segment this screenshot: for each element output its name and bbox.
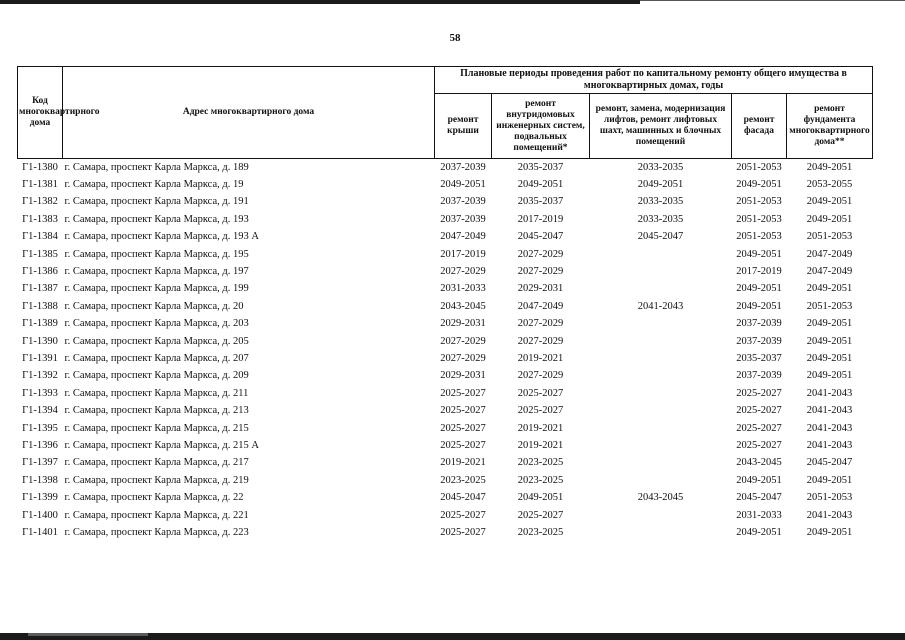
house-address: г. Самара, проспект Карла Маркса, д. 203 (64, 318, 249, 330)
table-row (18, 368, 873, 385)
table-row (18, 437, 873, 454)
table-row (18, 159, 873, 177)
table-row (18, 298, 873, 315)
roof-period: 2031-2033 (440, 283, 486, 295)
systems-period: 2047-2049 (517, 300, 564, 312)
facade-period: 2035-2037 (736, 352, 782, 364)
scan-edge-top (0, 0, 640, 4)
facade-period: 2049-2051 (736, 248, 782, 260)
house-address: г. Самара, проспект Карла Маркса, д. 22 (64, 492, 244, 504)
elevator-period (590, 350, 732, 367)
roof-period: 2017-2019 (440, 248, 486, 260)
elevator-period: 2041-2043 (637, 300, 684, 312)
facade-period: 2017-2019 (736, 266, 782, 278)
foundation-period: 2041-2043 (806, 439, 853, 451)
house-address: г. Самара, проспект Карла Маркса, д. 189 (64, 161, 249, 173)
foundation-period: 2041-2043 (806, 387, 853, 399)
facade-period: 2037-2039 (736, 318, 782, 330)
house-code: Г1-1388 (22, 300, 58, 312)
systems-period: 2029-2031 (517, 283, 564, 295)
roof-period: 2025-2027 (440, 422, 486, 434)
table-row (18, 350, 873, 367)
house-address: г. Самара, проспект Карла Маркса, д. 191 (64, 196, 249, 208)
systems-period: 2027-2029 (517, 318, 564, 330)
facade-period: 2051-2053 (736, 196, 782, 208)
foundation-period: 2051-2053 (806, 300, 853, 312)
table-row (18, 211, 873, 228)
house-address: г. Самара, проспект Карла Маркса, д. 20 (64, 300, 244, 312)
facade-period: 2025-2027 (736, 387, 782, 399)
house-code: Г1-1399 (22, 492, 58, 504)
systems-period: 2035-2037 (517, 196, 564, 208)
house-code: Г1-1392 (22, 370, 58, 382)
systems-period: 2049-2051 (517, 492, 564, 504)
foundation-period: 2049-2051 (806, 318, 853, 330)
header-systems: ремонт внутридомовых инженерных систем, подвальных помещений* (492, 94, 590, 159)
roof-period: 2025-2027 (440, 439, 486, 451)
house-code: Г1-1386 (22, 266, 58, 278)
facade-period: 2051-2053 (736, 213, 782, 225)
elevator-period: 2033-2035 (637, 196, 684, 208)
page-number: 58 (449, 32, 461, 44)
house-code: Г1-1385 (22, 248, 58, 260)
foundation-period: 2049-2051 (806, 474, 853, 486)
foundation-period: 2049-2051 (806, 161, 853, 173)
elevator-period (590, 472, 732, 489)
header-row-group (18, 67, 873, 94)
facade-period: 2025-2027 (736, 439, 782, 451)
table-row (18, 176, 873, 193)
elevator-period (590, 420, 732, 437)
systems-period: 2025-2027 (517, 509, 564, 521)
elevator-period (590, 455, 732, 472)
table-row (18, 194, 873, 211)
roof-period: 2029-2031 (440, 318, 486, 330)
elevator-period (590, 507, 732, 524)
systems-period: 2023-2025 (517, 457, 564, 469)
table-row (18, 263, 873, 280)
facade-period: 2049-2051 (736, 179, 782, 191)
table-row (18, 420, 873, 437)
foundation-period: 2045-2047 (806, 457, 853, 469)
elevator-period (590, 402, 732, 419)
house-code: Г1-1395 (22, 422, 58, 434)
house-address: г. Самара, проспект Карла Маркса, д. 219 (64, 474, 249, 486)
house-code: Г1-1400 (22, 509, 58, 521)
systems-period: 2023-2025 (517, 474, 564, 486)
header-planned-periods: Плановые периоды проведения работ по капитальному ремонту общего имущества в многоквартирных домах, годы (435, 67, 873, 94)
foundation-period: 2051-2053 (806, 492, 853, 504)
house-address: г. Самара, проспект Карла Маркса, д. 221 (64, 509, 249, 521)
facade-period: 2043-2045 (736, 457, 782, 469)
elevator-period (590, 263, 732, 280)
table-row (18, 385, 873, 402)
elevator-period: 2033-2035 (637, 161, 684, 173)
table-row (18, 333, 873, 350)
facade-period: 2049-2051 (736, 474, 782, 486)
table-row (18, 507, 873, 524)
house-address: г. Самара, проспект Карла Маркса, д. 193 (64, 213, 249, 225)
facade-period: 2031-2033 (736, 509, 782, 521)
header-elevator: ремонт, замена, модернизация лифтов, ремонт лифтовых шахт, машинных и блочных помещений (590, 94, 732, 159)
roof-period: 2023-2025 (440, 474, 486, 486)
foundation-period: 2047-2049 (806, 248, 853, 260)
table-row (18, 489, 873, 506)
house-code: Г1-1393 (22, 387, 58, 399)
table-row (18, 281, 873, 298)
facade-period: 2049-2051 (736, 526, 782, 538)
roof-period: 2045-2047 (440, 492, 486, 504)
roof-period: 2037-2039 (440, 213, 486, 225)
house-code: Г1-1396 (22, 439, 58, 451)
facade-period: 2037-2039 (736, 370, 782, 382)
table-row (18, 524, 873, 541)
systems-period: 2017-2019 (517, 213, 564, 225)
roof-period: 2027-2029 (440, 266, 486, 278)
systems-period: 2023-2025 (517, 526, 564, 538)
house-code: Г1-1381 (22, 179, 58, 191)
elevator-period (590, 524, 732, 541)
table-row (18, 455, 873, 472)
facade-period: 2025-2027 (736, 405, 782, 417)
house-address: г. Самара, проспект Карла Маркса, д. 193 А (64, 231, 259, 243)
foundation-period: 2049-2051 (806, 335, 853, 347)
elevator-period (590, 385, 732, 402)
foundation-period: 2049-2051 (806, 196, 853, 208)
systems-period: 2027-2029 (517, 335, 564, 347)
elevator-period (590, 246, 732, 263)
facade-period: 2049-2051 (736, 283, 782, 295)
foundation-period: 2041-2043 (806, 509, 853, 521)
table-row (18, 472, 873, 489)
roof-period: 2047-2049 (440, 231, 486, 243)
header-facade: ремонт фасада (732, 94, 787, 159)
elevator-period (590, 333, 732, 350)
house-address: г. Самара, проспект Карла Маркса, д. 195 (64, 248, 249, 260)
roof-period: 2025-2027 (440, 509, 486, 521)
house-code: Г1-1384 (22, 231, 58, 243)
roof-period: 2025-2027 (440, 405, 486, 417)
repair-schedule-table (17, 66, 873, 542)
foundation-period: 2041-2043 (806, 422, 853, 434)
table-row (18, 229, 873, 246)
table-header (18, 67, 873, 159)
elevator-period (590, 316, 732, 333)
facade-period: 2045-2047 (736, 492, 782, 504)
table-row (18, 246, 873, 263)
systems-period: 2019-2021 (517, 352, 564, 364)
systems-period: 2027-2029 (517, 266, 564, 278)
scan-edge-bottom-shade (28, 633, 148, 636)
house-code: Г1-1389 (22, 318, 58, 330)
roof-period: 2019-2021 (440, 457, 486, 469)
house-address: г. Самара, проспект Карла Маркса, д. 211 (64, 387, 249, 399)
facade-period: 2049-2051 (736, 300, 782, 312)
elevator-period: 2045-2047 (637, 231, 684, 243)
roof-period: 2037-2039 (440, 161, 486, 173)
facade-period: 2051-2053 (736, 161, 782, 173)
header-address: Адрес многоквартирного дома (63, 67, 435, 159)
house-code: Г1-1387 (22, 283, 58, 295)
house-address: г. Самара, проспект Карла Маркса, д. 19 (64, 179, 244, 191)
house-code: Г1-1397 (22, 457, 58, 469)
house-address: г. Самара, проспект Карла Маркса, д. 215 А (64, 439, 259, 451)
foundation-period: 2049-2051 (806, 352, 853, 364)
systems-period: 2019-2021 (517, 422, 564, 434)
scan-edge-top-thin (640, 0, 905, 1)
house-address: г. Самара, проспект Карла Маркса, д. 213 (64, 405, 249, 417)
house-code: Г1-1390 (22, 335, 58, 347)
roof-period: 2029-2031 (440, 370, 486, 382)
facade-period: 2025-2027 (736, 422, 782, 434)
table-row (18, 316, 873, 333)
house-address: г. Самара, проспект Карла Маркса, д. 217 (64, 457, 249, 469)
house-address: г. Самара, проспект Карла Маркса, д. 209 (64, 370, 249, 382)
roof-period: 2025-2027 (440, 526, 486, 538)
roof-period: 2025-2027 (440, 387, 486, 399)
header-foundation: ремонт фундамента многоквартирного дома** (787, 94, 873, 159)
systems-period: 2027-2029 (517, 370, 564, 382)
roof-period: 2027-2029 (440, 335, 486, 347)
house-code: Г1-1401 (22, 526, 58, 538)
elevator-period (590, 368, 732, 385)
header-roof: ремонт крыши (435, 94, 492, 159)
foundation-period: 2041-2043 (806, 405, 853, 417)
house-address: г. Самара, проспект Карла Маркса, д. 205 (64, 335, 249, 347)
systems-period: 2045-2047 (517, 231, 564, 243)
facade-period: 2051-2053 (736, 231, 782, 243)
elevator-period: 2049-2051 (637, 179, 684, 191)
house-code: Г1-1383 (22, 213, 58, 225)
header-code: Код многоквартирного дома (18, 67, 63, 159)
elevator-period (590, 437, 732, 454)
house-address: г. Самара, проспект Карла Маркса, д. 199 (64, 283, 249, 295)
house-code: Г1-1391 (22, 352, 58, 364)
house-address: г. Самара, проспект Карла Маркса, д. 207 (64, 352, 249, 364)
roof-period: 2037-2039 (440, 196, 486, 208)
foundation-period: 2051-2053 (806, 231, 853, 243)
foundation-period: 2049-2051 (806, 526, 853, 538)
foundation-period: 2049-2051 (806, 213, 853, 225)
systems-period: 2025-2027 (517, 387, 564, 399)
table-row (18, 402, 873, 419)
facade-period: 2037-2039 (736, 335, 782, 347)
roof-period: 2027-2029 (440, 352, 486, 364)
house-code: Г1-1380 (22, 161, 58, 173)
systems-period: 2049-2051 (517, 179, 564, 191)
house-code: Г1-1394 (22, 405, 58, 417)
house-code: Г1-1382 (22, 196, 58, 208)
systems-period: 2027-2029 (517, 248, 564, 260)
house-code: Г1-1398 (22, 474, 58, 486)
systems-period: 2035-2037 (517, 161, 564, 173)
table-body (18, 159, 873, 542)
foundation-period: 2049-2051 (806, 370, 853, 382)
foundation-period: 2047-2049 (806, 266, 853, 278)
house-address: г. Самара, проспект Карла Маркса, д. 197 (64, 266, 249, 278)
roof-period: 2049-2051 (440, 179, 486, 191)
elevator-period: 2043-2045 (637, 492, 684, 504)
foundation-period: 2049-2051 (806, 283, 853, 295)
foundation-period: 2053-2055 (806, 179, 853, 191)
systems-period: 2019-2021 (517, 439, 564, 451)
systems-period: 2025-2027 (517, 405, 564, 417)
elevator-period (590, 281, 732, 298)
house-address: г. Самара, проспект Карла Маркса, д. 215 (64, 422, 249, 434)
house-address: г. Самара, проспект Карла Маркса, д. 223 (64, 526, 249, 538)
roof-period: 2043-2045 (440, 300, 486, 312)
elevator-period: 2033-2035 (637, 213, 684, 225)
